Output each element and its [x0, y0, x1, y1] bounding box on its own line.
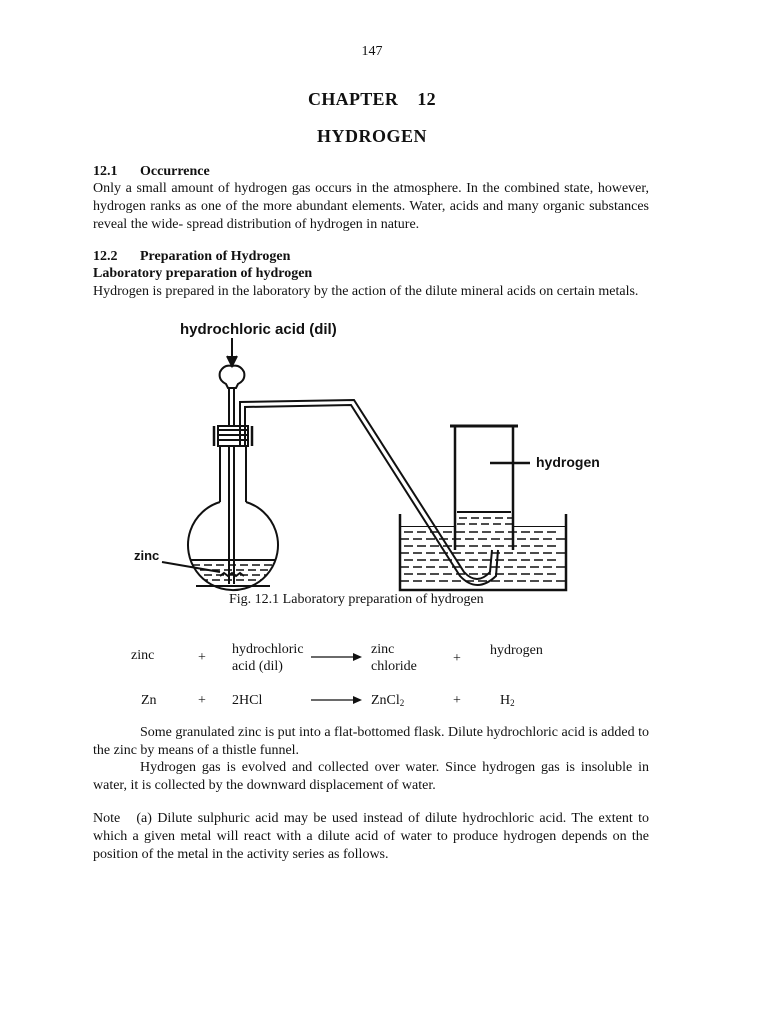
eq-word-zncl-line2: chloride: [371, 659, 417, 674]
eq-sym-hcl: 2HCl: [232, 693, 263, 708]
paragraph-note: Note (a) Dilute sulphuric acid may be used instead of dilute hydrochloric acid. The extent to which a given metal will react with a dilute acid of water to produce hydrogen depends on the position of the metal in the activity series as follows.: [93, 811, 653, 862]
eq-word-hydrogen: hydrogen: [490, 643, 543, 658]
reaction-arrow-symbol: [311, 695, 363, 705]
eq-word-hcl-line2: acid (dil): [232, 659, 283, 674]
eq-word-zinc-chloride: [371, 641, 417, 675]
eq-word-plus-2: +: [453, 651, 461, 666]
paragraph-occurrence: Only a small amount of hydrogen gas occurs in the atmosphere. In the combined state, however, hydrogen ranks as one of the more abundant elements. Water, acids and many organic substances reveal the wide- spread distribution of hydrogen in nature.: [93, 181, 649, 232]
eq-sym-plus-2: +: [453, 693, 461, 708]
section-title: Occurrence: [140, 164, 210, 179]
eq-sym-zncl-main: ZnCl: [371, 693, 400, 708]
section-title: Preparation of Hydrogen: [140, 249, 291, 264]
eq-sym-zncl-sub: 2: [399, 698, 405, 708]
figure-caption: Fig. 12.1 Laboratory preparation of hydrogen: [229, 592, 484, 607]
section-heading-occurrence: [93, 164, 210, 180]
gas-jar-water: [457, 512, 513, 524]
eq-sym-h-sub: 2: [510, 698, 515, 708]
eq-sym-zncl2: [371, 692, 404, 712]
label-zinc: zinc: [134, 548, 160, 563]
acid-arrow-head: [227, 356, 237, 366]
thistle-funnel: [220, 366, 245, 388]
reaction-arrow-word: [311, 652, 363, 662]
chapter-heading: CHAPTER 12: [308, 89, 436, 109]
page-number: 147: [361, 44, 383, 59]
eq-word-hcl: [232, 641, 304, 675]
subheading-laboratory: Laboratory preparation of hydrogen: [93, 266, 313, 281]
eq-sym-zn: Zn: [141, 693, 157, 708]
paragraph-collection: Hydrogen gas is evolved and collected over water. Since hydrogen gas is insoluble in water, it is collected by the downward displacement of water.: [93, 760, 649, 793]
apparatus-diagram: [132, 314, 612, 598]
eq-sym-plus-1: +: [198, 693, 206, 708]
paragraph-zinc-flask: Some granulated zinc is put into a flat-bottomed flask. Dilute hydrochloric acid is added to the zinc by means of a thistle funnel.: [93, 725, 649, 758]
eq-word-zncl-line1: zinc: [371, 642, 395, 657]
delivery-tube-inner: [245, 405, 498, 585]
eq-word-hcl-line1: hydrochloric: [232, 642, 304, 657]
section-heading-preparation: [93, 249, 290, 265]
eq-word-zinc: zinc: [131, 648, 155, 663]
section-number: 12.1: [93, 164, 118, 179]
trough-water: [400, 526, 566, 581]
paragraph-preparation: Hydrogen is prepared in the laboratory by the action of the dilute mineral acids on certain metals.: [93, 284, 639, 299]
eq-word-plus-1: +: [198, 650, 206, 665]
eq-sym-h-main: H: [500, 693, 511, 708]
chapter-title: HYDROGEN: [316, 126, 427, 146]
label-hydrogen: hydrogen: [536, 454, 600, 470]
label-acid: hydrochloric acid (dil): [180, 321, 337, 338]
eq-sym-h2: [500, 692, 515, 712]
section-number: 12.2: [93, 249, 118, 264]
